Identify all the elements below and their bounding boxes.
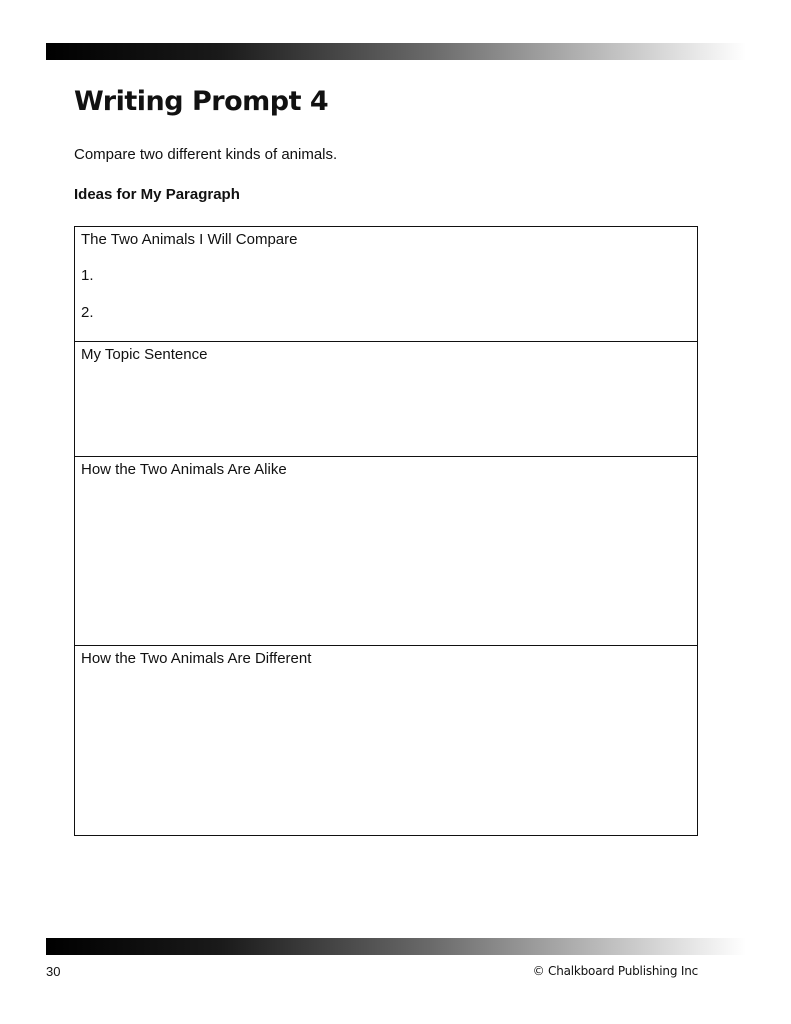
animal-one-number: 1. bbox=[81, 267, 94, 284]
footer-gradient-bar bbox=[46, 938, 746, 955]
section-label-topic-sentence: My Topic Sentence bbox=[81, 346, 208, 363]
copyright-notice: © Chalkboard Publishing Inc bbox=[532, 964, 698, 978]
writing-prompt: Compare two different kinds of animals. bbox=[74, 146, 338, 163]
section-topic-sentence[interactable] bbox=[75, 342, 697, 457]
section-label-two-animals: The Two Animals I Will Compare bbox=[81, 231, 298, 248]
section-label-alike: How the Two Animals Are Alike bbox=[81, 461, 287, 478]
ideas-heading: Ideas for My Paragraph bbox=[74, 186, 240, 203]
section-label-different: How the Two Animals Are Different bbox=[81, 650, 312, 667]
section-alike[interactable] bbox=[75, 457, 697, 646]
section-different[interactable] bbox=[75, 646, 697, 835]
header-gradient-bar bbox=[46, 43, 746, 60]
page-title: Writing Prompt 4 bbox=[74, 86, 329, 117]
section-two-animals[interactable] bbox=[75, 227, 697, 342]
page-number: 30 bbox=[46, 964, 61, 979]
animal-two-number: 2. bbox=[81, 304, 94, 321]
graphic-organizer bbox=[74, 226, 698, 836]
